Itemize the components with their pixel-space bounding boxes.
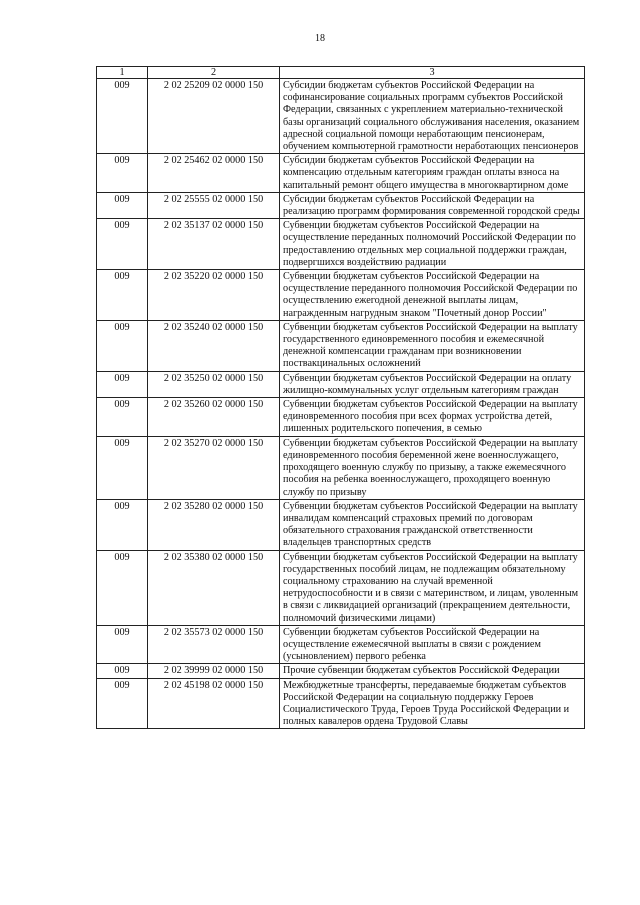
budget-code-cell: 2 02 35280 02 0000 150 [148, 499, 280, 550]
admin-code-cell: 009 [97, 192, 148, 218]
table-row [97, 436, 585, 499]
description-cell: Субвенции бюджетам субъектов Российской Федерации на выплату государственных пособий лицам, не подлежащим обязательному социальному страхованию на случай временной нетрудоспособности и в связи с материнством, и лицам, уволенным в связи с ликвидацией организаций (прекращением деятельности, полномочий физическими лицами) [280, 550, 585, 625]
budget-code-cell: 2 02 35220 02 0000 150 [148, 270, 280, 321]
budget-code-cell: 2 02 35240 02 0000 150 [148, 320, 280, 371]
budget-code-cell: 2 02 35380 02 0000 150 [148, 550, 280, 625]
admin-code-cell: 009 [97, 664, 148, 678]
admin-code-cell: 009 [97, 79, 148, 154]
table-row [97, 154, 585, 193]
table-row [97, 371, 585, 397]
budget-code-cell: 2 02 35573 02 0000 150 [148, 625, 280, 664]
table-row [97, 499, 585, 550]
budget-code-cell: 2 02 35137 02 0000 150 [148, 219, 280, 270]
description-cell: Субвенции бюджетам субъектов Российской Федерации на выплату единовременного пособия при всех формах устройства детей, лишенных родительского попечения, в семью [280, 398, 585, 437]
table-row [97, 398, 585, 437]
budget-code-cell: 2 02 25555 02 0000 150 [148, 192, 280, 218]
description-cell: Субсидии бюджетам субъектов Российской Федерации на реализацию программ формирования современной городской среды [280, 192, 585, 218]
description-cell: Межбюджетные трансферты, передаваемые бюджетам субъектов Российской Федерации на социальную поддержку Героев Социалистического Труда, Героев Труда Российской Федерации и полных кавалеров ордена Трудовой Славы [280, 678, 585, 729]
table-row [97, 79, 585, 154]
table-row [97, 219, 585, 270]
description-cell: Субвенции бюджетам субъектов Российской Федерации на выплату инвалидам компенсаций страховых премий по договорам обязательного страхования гражданской ответственности владельцев транспортных средств [280, 499, 585, 550]
table-row [97, 678, 585, 729]
admin-code-cell: 009 [97, 550, 148, 625]
admin-code-cell: 009 [97, 436, 148, 499]
budget-code-cell: 2 02 35250 02 0000 150 [148, 371, 280, 397]
budget-code-cell: 2 02 35270 02 0000 150 [148, 436, 280, 499]
admin-code-cell: 009 [97, 154, 148, 193]
table-row [97, 320, 585, 371]
header-col-2: 2 [148, 67, 280, 79]
budget-code-cell: 2 02 35260 02 0000 150 [148, 398, 280, 437]
admin-code-cell: 009 [97, 320, 148, 371]
description-cell: Прочие субвенции бюджетам субъектов Российской Федерации [280, 664, 585, 678]
admin-code-cell: 009 [97, 678, 148, 729]
admin-code-cell: 009 [97, 371, 148, 397]
admin-code-cell: 009 [97, 499, 148, 550]
admin-code-cell: 009 [97, 625, 148, 664]
description-cell: Субвенции бюджетам субъектов Российской Федерации на выплату государственного единовременного пособия и ежемесячной денежной компенсации гражданам при возникновении поствакцинальных осложнений [280, 320, 585, 371]
description-cell: Субсидии бюджетам субъектов Российской Федерации на софинансирование социальных программ субъектов Российской Федерации, связанных с укреплением материально-технической базы организаций социального обслуживания населения, оказанием адресной социальной помощи неработающим пенсионерам, обучением компьютерной грамотности неработающих пенсионеров [280, 79, 585, 154]
table-body [97, 79, 585, 729]
description-cell: Субвенции бюджетам субъектов Российской Федерации на осуществление переданных полномочий Российской Федерации по предоставлению отдельных мер социальной поддержки граждан, подвергшихся воздействию радиации [280, 219, 585, 270]
description-cell: Субвенции бюджетам субъектов Российской Федерации на выплату единовременного пособия беременной жене военнослужащего, проходящего военную службу по призыву, а также ежемесячного пособия на ребенка военнослужащего, проходящего военную службу по призыву [280, 436, 585, 499]
page-number: 18 [315, 33, 325, 44]
budget-code-cell: 2 02 39999 02 0000 150 [148, 664, 280, 678]
table-row [97, 664, 585, 678]
budget-code-cell: 2 02 45198 02 0000 150 [148, 678, 280, 729]
admin-code-cell: 009 [97, 398, 148, 437]
budget-classification-table [96, 66, 585, 729]
description-cell: Субвенции бюджетам субъектов Российской Федерации на осуществление переданного полномочия Российской Федерации по осуществлению ежегодной денежной выплаты лицам, награжденным нагрудным знаком "Почетный донор России" [280, 270, 585, 321]
table-row [97, 192, 585, 218]
description-cell: Субсидии бюджетам субъектов Российской Федерации на компенсацию отдельным категориям граждан оплаты взноса на капитальный ремонт общего имущества в многоквартирном доме [280, 154, 585, 193]
table-row [97, 625, 585, 664]
header-col-1: 1 [97, 67, 148, 79]
description-cell: Субвенции бюджетам субъектов Российской Федерации на оплату жилищно-коммунальных услуг отдельным категориям граждан [280, 371, 585, 397]
description-cell: Субвенции бюджетам субъектов Российской Федерации на осуществление ежемесячной выплаты в связи с рождением (усыновлением) первого ребенка [280, 625, 585, 664]
table-row [97, 550, 585, 625]
budget-code-cell: 2 02 25209 02 0000 150 [148, 79, 280, 154]
admin-code-cell: 009 [97, 219, 148, 270]
header-col-3: 3 [280, 67, 585, 79]
admin-code-cell: 009 [97, 270, 148, 321]
table-header-row [97, 67, 585, 79]
table-row [97, 270, 585, 321]
budget-code-cell: 2 02 25462 02 0000 150 [148, 154, 280, 193]
